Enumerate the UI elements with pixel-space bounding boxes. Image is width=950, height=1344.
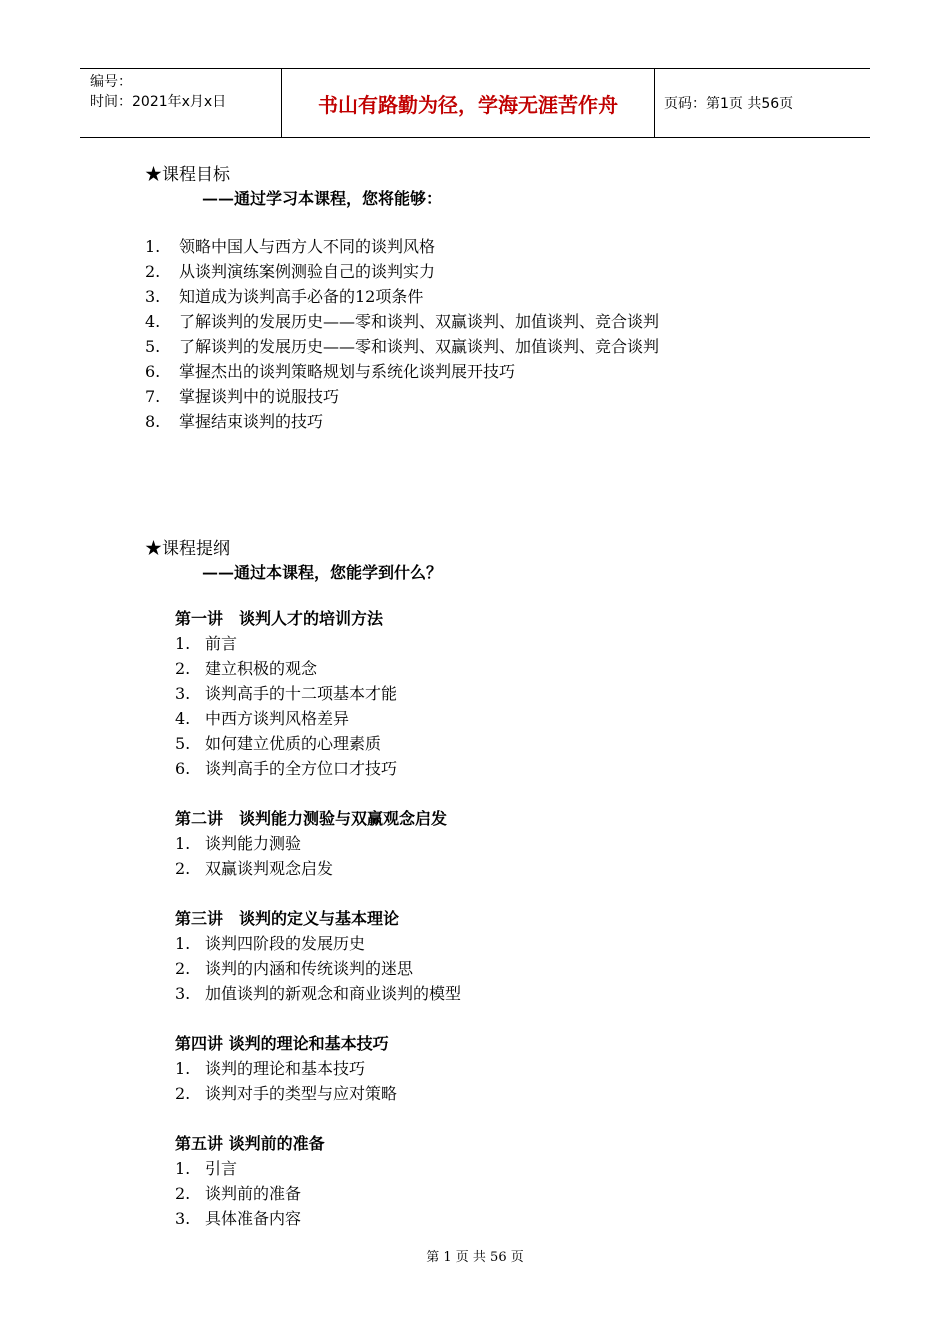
time-label: 时间：2021年x月x日 bbox=[90, 94, 227, 110]
lecture-item-text: 引言 bbox=[205, 1159, 238, 1178]
lecture-item-text: 如何建立优质的心理素质 bbox=[205, 734, 382, 753]
goal-item bbox=[145, 409, 659, 434]
goal-item-number: 7. bbox=[145, 387, 161, 406]
lecture-item-number: 2. bbox=[175, 859, 191, 878]
goal-item-text: 了解谈判的发展历史——零和谈判、双赢谈判、加值谈判、竞合谈判 bbox=[179, 337, 660, 356]
lecture-item-text: 加值谈判的新观念和商业谈判的模型 bbox=[205, 984, 462, 1003]
lecture-item-number: 2. bbox=[175, 659, 191, 678]
header-motto: 书山有路勤为径，学海无涯苦作舟 bbox=[282, 69, 655, 137]
lecture-item bbox=[175, 706, 461, 731]
lecture-item-number: 4. bbox=[175, 709, 191, 728]
lecture-item-number: 3. bbox=[175, 1209, 191, 1228]
lecture-item-number: 3. bbox=[175, 984, 191, 1003]
goal-item-number: 2. bbox=[145, 262, 161, 281]
lecture-item bbox=[175, 1081, 461, 1106]
lecture-item bbox=[175, 631, 461, 656]
lecture-item-text: 谈判的理论和基本技巧 bbox=[205, 1059, 366, 1078]
lecture-block bbox=[175, 806, 461, 881]
outline-list bbox=[175, 606, 461, 1256]
lecture-item-text: 谈判前的准备 bbox=[205, 1184, 302, 1203]
lecture-item-text: 谈判对手的类型与应对策略 bbox=[205, 1084, 398, 1103]
lecture-item-text: 具体准备内容 bbox=[205, 1209, 302, 1228]
lecture-item-number: 1. bbox=[175, 834, 191, 853]
lecture-item-text: 前言 bbox=[205, 634, 238, 653]
lecture-item bbox=[175, 931, 461, 956]
lecture-block bbox=[175, 1131, 461, 1231]
goal-item bbox=[145, 259, 659, 284]
lecture-item bbox=[175, 1181, 461, 1206]
goal-item-text: 知道成为谈判高手必备的12项条件 bbox=[179, 287, 424, 306]
lecture-item-text: 建立积极的观念 bbox=[205, 659, 318, 678]
lecture-item-text: 谈判的内涵和传统谈判的迷思 bbox=[205, 959, 414, 978]
header-page-info: 页码：第1页 共56页 bbox=[664, 96, 794, 112]
number-label: 编号： bbox=[90, 74, 132, 90]
goal-item-number: 3. bbox=[145, 287, 161, 306]
goal-item bbox=[145, 384, 659, 409]
goal-item-text: 了解谈判的发展历史——零和谈判、双赢谈判、加值谈判、竞合谈判 bbox=[179, 312, 660, 331]
lecture-item bbox=[175, 731, 461, 756]
goal-item-text: 从谈判演练案例测验自己的谈判实力 bbox=[179, 262, 436, 281]
lecture-item-number: 2. bbox=[175, 1084, 191, 1103]
page-footer: 第 1 页 共 56 页 bbox=[426, 1250, 524, 1265]
goals-list bbox=[145, 234, 659, 434]
goal-item-number: 6. bbox=[145, 362, 161, 381]
lecture-block bbox=[175, 906, 461, 1006]
lecture-item-number: 5. bbox=[175, 734, 191, 753]
goal-item-text: 掌握谈判中的说服技巧 bbox=[179, 387, 340, 406]
lecture-item-number: 1. bbox=[175, 634, 191, 653]
lecture-item-text: 中西方谈判风格差异 bbox=[205, 709, 350, 728]
lecture-item bbox=[175, 831, 461, 856]
goal-item-number: 4. bbox=[145, 312, 161, 331]
page-header bbox=[80, 68, 870, 138]
lecture-item bbox=[175, 656, 461, 681]
goal-item bbox=[145, 359, 659, 384]
lecture-title: 第三讲 谈判的定义与基本理论 bbox=[175, 909, 400, 928]
lecture-item-number: 2. bbox=[175, 959, 191, 978]
lecture-item-number: 1. bbox=[175, 934, 191, 953]
goal-item bbox=[145, 309, 659, 334]
goal-item bbox=[145, 334, 659, 359]
lecture-block bbox=[175, 1031, 461, 1106]
lecture-item bbox=[175, 681, 461, 706]
lecture-title: 第四讲 谈判的理论和基本技巧 bbox=[175, 1034, 389, 1053]
header-meta bbox=[80, 69, 282, 137]
lecture-item bbox=[175, 981, 461, 1006]
lecture-item-number: 3. bbox=[175, 684, 191, 703]
lecture-item-text: 谈判四阶段的发展历史 bbox=[205, 934, 366, 953]
lecture-item bbox=[175, 1056, 461, 1081]
goal-item-number: 1. bbox=[145, 237, 161, 256]
goal-item-number: 8. bbox=[145, 412, 161, 431]
lecture-item bbox=[175, 1156, 461, 1181]
lecture-item-number: 1. bbox=[175, 1059, 191, 1078]
goal-item-number: 5. bbox=[145, 337, 161, 356]
lecture-item-text: 双赢谈判观念启发 bbox=[205, 859, 334, 878]
lecture-title: 第二讲 谈判能力测验与双赢观念启发 bbox=[175, 809, 448, 828]
goal-item-text: 掌握结束谈判的技巧 bbox=[179, 412, 324, 431]
goals-subtitle: ——通过学习本课程，您将能够： bbox=[202, 189, 443, 208]
outline-title: ★课程提纲 bbox=[145, 539, 230, 559]
outline-subtitle: ——通过本课程，您能学到什么？ bbox=[202, 563, 443, 582]
goals-title: ★课程目标 bbox=[145, 165, 230, 185]
lecture-item-text: 谈判能力测验 bbox=[205, 834, 302, 853]
lecture-title: 第一讲 谈判人才的培训方法 bbox=[175, 609, 384, 628]
lecture-block bbox=[175, 606, 461, 781]
lecture-item bbox=[175, 956, 461, 981]
lecture-item bbox=[175, 756, 461, 781]
lecture-item bbox=[175, 856, 461, 881]
lecture-item-text: 谈判高手的全方位口才技巧 bbox=[205, 759, 398, 778]
lecture-item-number: 6. bbox=[175, 759, 191, 778]
lecture-item-text: 谈判高手的十二项基本才能 bbox=[205, 684, 398, 703]
goal-item bbox=[145, 284, 659, 309]
lecture-item bbox=[175, 1206, 461, 1231]
lecture-item-number: 1. bbox=[175, 1159, 191, 1178]
lecture-item-number: 2. bbox=[175, 1184, 191, 1203]
goal-item-text: 领略中国人与西方人不同的谈判风格 bbox=[179, 237, 436, 256]
goal-item-text: 掌握杰出的谈判策略规划与系统化谈判展开技巧 bbox=[179, 362, 516, 381]
goal-item bbox=[145, 234, 659, 259]
lecture-title: 第五讲 谈判前的准备 bbox=[175, 1134, 325, 1153]
